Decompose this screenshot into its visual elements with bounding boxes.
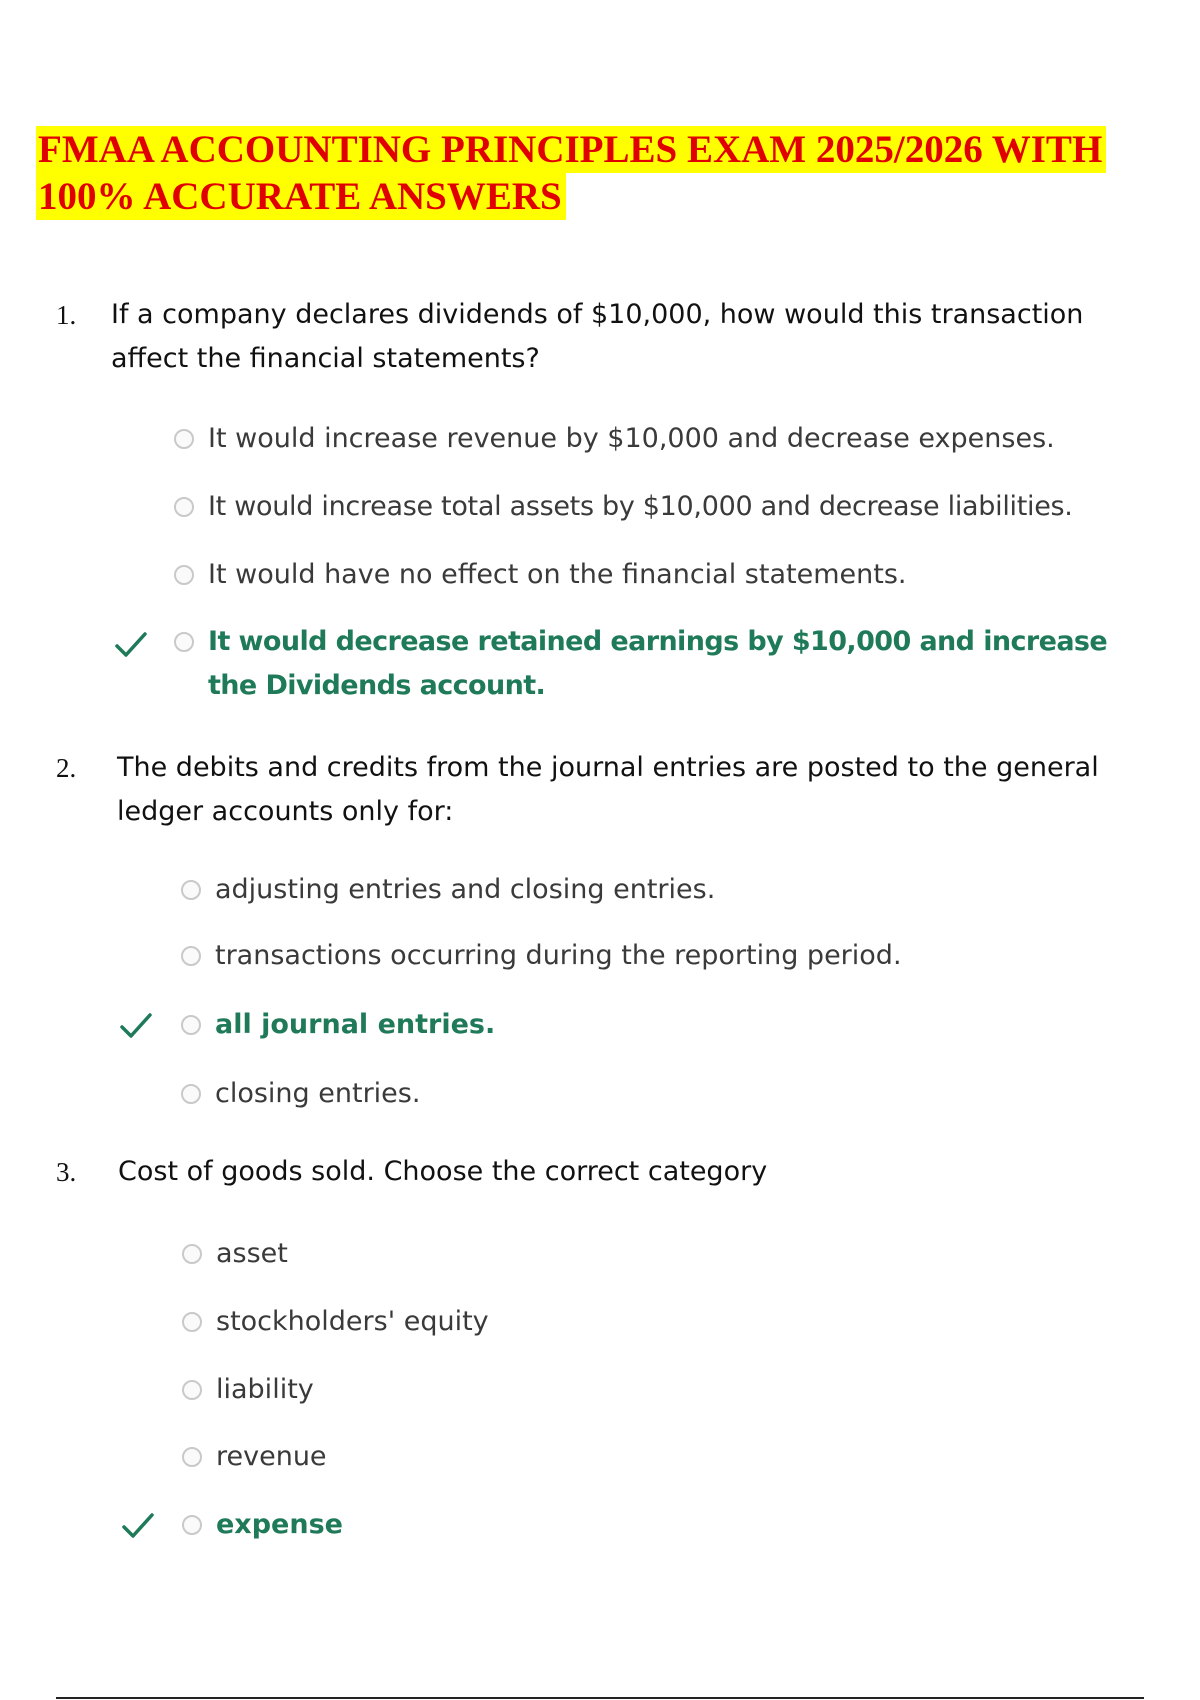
title-line-1: FMAA ACCOUNTING PRINCIPLES EXAM 2025/2026 WITH xyxy=(36,126,1106,173)
option-label: closing entries. xyxy=(215,1078,421,1109)
question-number: 3. xyxy=(56,1157,77,1187)
option-label: asset xyxy=(216,1238,288,1269)
radio-button-icon[interactable] xyxy=(181,1084,201,1104)
checkmark-icon xyxy=(119,1011,153,1041)
checkmark-icon xyxy=(114,630,148,660)
option-label: adjusting entries and closing entries. xyxy=(215,874,716,905)
radio-button-icon[interactable] xyxy=(182,1244,202,1264)
option-label: liability xyxy=(216,1374,314,1405)
option-label: It would have no effect on the financial statements. xyxy=(208,559,907,590)
option-label: transactions occurring during the reporting period. xyxy=(215,940,902,971)
radio-button-icon[interactable] xyxy=(181,1015,201,1035)
page-divider xyxy=(56,1697,1144,1699)
radio-button-icon[interactable] xyxy=(182,1380,202,1400)
question-text: If a company declares dividends of $10,000, how would this transaction affect the financial statements? xyxy=(111,299,1084,374)
option-label-correct: expense xyxy=(216,1509,343,1540)
question-number: 1. xyxy=(56,300,77,330)
title-line-2: 100% ACCURATE ANSWERS xyxy=(36,173,566,220)
option-label: It would increase revenue by $10,000 and decrease expenses. xyxy=(208,423,1055,454)
option-label: revenue xyxy=(216,1441,327,1472)
option-label-correct: all journal entries. xyxy=(215,1009,496,1040)
question-text: Cost of goods sold. Choose the correct category xyxy=(118,1156,768,1187)
radio-button-icon[interactable] xyxy=(182,1312,202,1332)
radio-button-icon[interactable] xyxy=(181,946,201,966)
question-number: 2. xyxy=(56,753,77,783)
radio-button-icon[interactable] xyxy=(182,1447,202,1467)
option-label: stockholders' equity xyxy=(216,1306,489,1337)
radio-button-icon[interactable] xyxy=(174,565,194,585)
answer-option-correct[interactable] xyxy=(174,622,1134,712)
question-text: The debits and credits from the journal entries are posted to the general ledger accounts only for: xyxy=(117,752,1099,827)
radio-button-icon[interactable] xyxy=(182,1515,202,1535)
radio-button-icon[interactable] xyxy=(181,880,201,900)
document-title xyxy=(36,126,1176,220)
option-label: It would increase total assets by $10,000 and decrease liabilities. xyxy=(208,491,1073,522)
option-label-correct: It would decrease retained earnings by $10,000 and increase the Dividends account. xyxy=(208,626,1108,701)
radio-button-icon[interactable] xyxy=(174,497,194,517)
radio-button-icon[interactable] xyxy=(174,429,194,449)
checkmark-icon xyxy=(121,1511,155,1541)
radio-button-icon[interactable] xyxy=(174,632,194,652)
